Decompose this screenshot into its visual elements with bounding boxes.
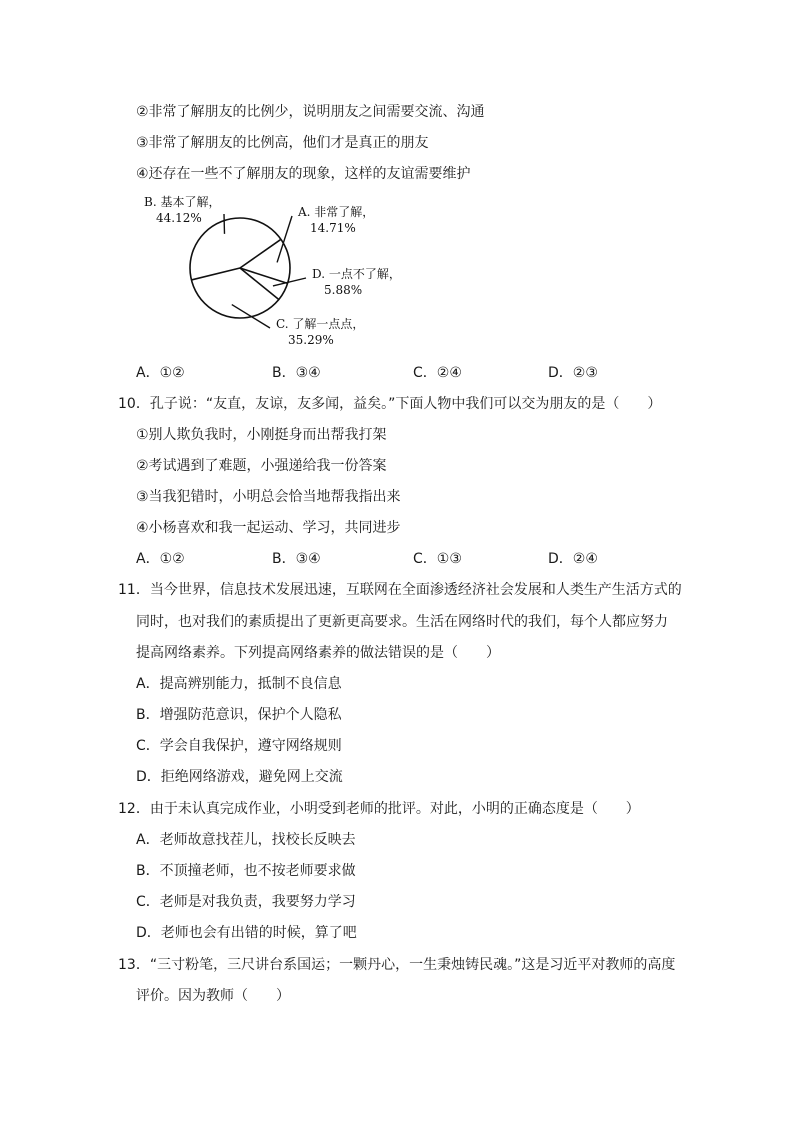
pie-slice-boundary-0	[240, 239, 281, 268]
q10-statement-1: ①别人欺负我时，小刚挺身而出帮我打架	[136, 427, 387, 443]
pie-label-2: C. 了解一点点，	[276, 317, 365, 331]
q9-option-d: D．②③	[548, 365, 598, 381]
q10-option-a: A．①②	[136, 551, 185, 567]
pie-leader-line-0	[277, 216, 292, 262]
q11-stem-line-1: 11．当今世界，信息技术发展迅速，互联网在全面渗透经济社会发展和人类生产生活方式的	[118, 582, 682, 598]
q9-statement-3: ③非常了解朋友的比例高，他们才是真正的朋友	[136, 135, 429, 151]
q9-statement-2: ②非常了解朋友的比例少，说明朋友之间需要交流、沟通	[136, 104, 485, 120]
q12-option-a: A．老师故意找茬儿，找校长反映去	[136, 832, 356, 848]
q12-stem: 12．由于未认真完成作业，小明受到老师的批评。对此，小明的正确态度是（ ）	[118, 801, 640, 817]
pie-value-3: 44.12%	[156, 211, 202, 225]
pie-slice-boundary-3	[191, 268, 240, 280]
q13-stem-line-2: 评价。因为教师（ ）	[136, 988, 290, 1004]
pie-leader-line-2	[232, 305, 270, 328]
q11-stem-line-2: 同时，也对我们的素质提出了更新更高要求。生活在网络时代的我们，每个人都应努力	[136, 614, 668, 630]
pie-value-1: 5.88%	[324, 283, 363, 297]
q10-option-b: B．③④	[272, 551, 321, 567]
q11-stem-line-3: 提高网络素养。下列提高网络素养的做法错误的是（ ）	[136, 645, 500, 661]
q12-option-c: C．老师是对我负责，我要努力学习	[136, 894, 356, 910]
q11-option-a: A．提高辨别能力，抵制不良信息	[136, 676, 342, 692]
pie-slice-boundary-2	[240, 268, 279, 300]
q10-statement-4: ④小杨喜欢和我一起运动、学习，共同进步	[136, 520, 401, 536]
pie-slice-boundary-1	[240, 268, 288, 283]
q10-stem: 10．孔子说：“友直，友谅，友多闻，益矣。”下面人物中我们可以交为朋友的是（ ）	[118, 396, 662, 412]
q10-option-d: D．②④	[548, 551, 598, 567]
pie-label-1: D. 一点不了解，	[312, 267, 401, 281]
q9-option-c: C．②④	[413, 365, 462, 381]
q10-statement-2: ②考试遇到了难题，小强递给我一份答案	[136, 458, 387, 474]
q10-statement-3: ③当我犯错时，小明总会恰当地帮我指出来	[136, 489, 401, 505]
q12-option-b: B．不顶撞老师，也不按老师要求做	[136, 863, 356, 879]
q9-pie-chart	[136, 192, 436, 352]
q10-option-c: C．①③	[413, 551, 462, 567]
pie-value-0: 14.71%	[310, 221, 356, 235]
q9-option-b: B．③④	[272, 365, 321, 381]
pie-label-3: B. 基本了解，	[144, 195, 221, 209]
q9-option-a: A．①②	[136, 365, 185, 381]
q11-option-b: B．增强防范意识，保护个人隐私	[136, 707, 342, 723]
q11-option-d: D．拒绝网络游戏，避免网上交流	[136, 769, 343, 785]
q12-option-d: D．老师也会有出错的时候，算了吧	[136, 925, 357, 941]
q9-statement-4: ④还存在一些不了解朋友的现象，这样的友谊需要维护	[136, 166, 471, 182]
q11-option-c: C．学会自我保护，遵守网络规则	[136, 738, 342, 754]
q13-stem-line-1: 13．“三寸粉笔，三尺讲台系国运；一颗丹心，一生秉烛铸民魂。”这是习近平对教师的高度	[118, 957, 676, 973]
pie-label-0: A. 非常了解，	[298, 205, 375, 219]
pie-value-2: 35.29%	[288, 333, 334, 347]
